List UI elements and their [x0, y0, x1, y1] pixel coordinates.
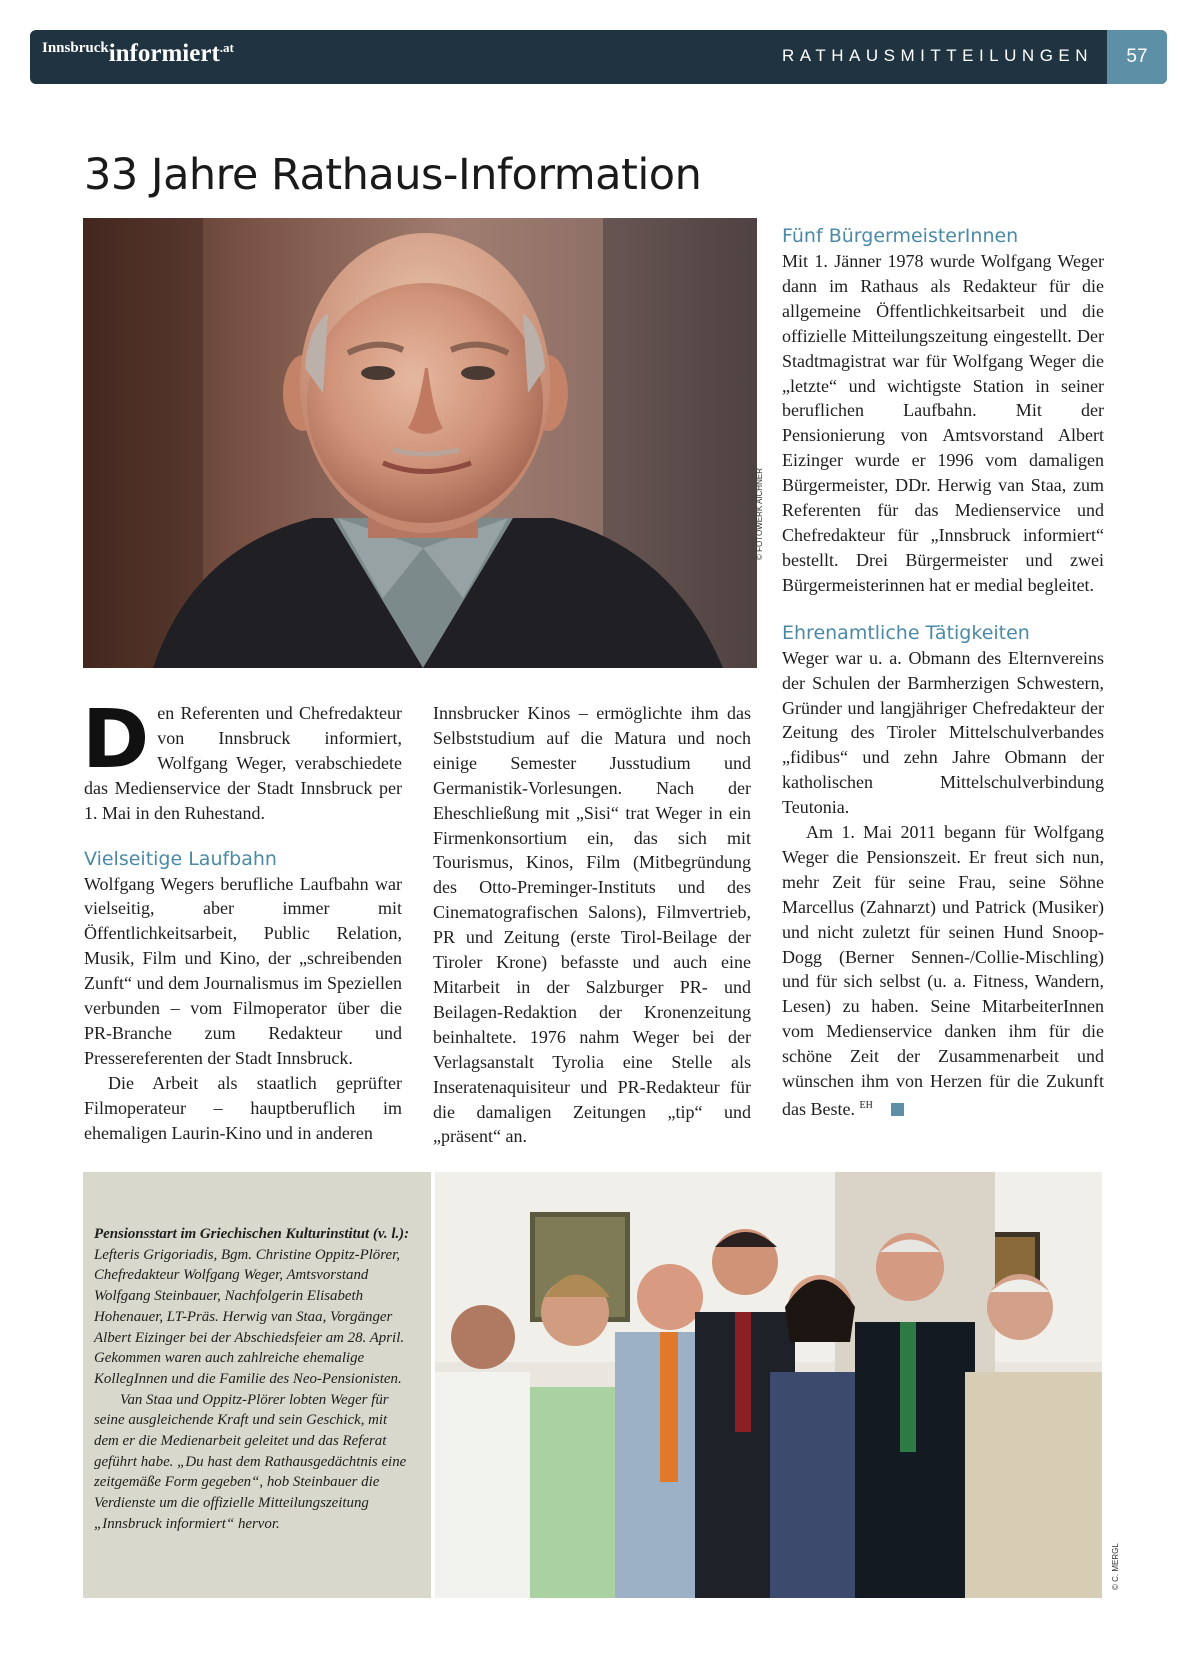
logo-suffix: .at [219, 40, 234, 55]
section-heading-career: Vielseitige Laufbahn [84, 847, 277, 870]
group-photo-credit: © C. MERGL [1111, 1543, 1120, 1590]
page-number: 57 [1107, 30, 1167, 84]
logo-main: informiert [108, 40, 220, 67]
group-photo-illustration [435, 1172, 1102, 1598]
section-heading-volunteer: Ehrenamtliche Tätigkeiten [782, 621, 1030, 644]
mayors-paragraph: Mit 1. Jänner 1978 wurde Wolfgang Weger dann im Rathaus als Redakteur für die allgemeine Öffentlichkeitsarbeit und die offizielle Mitteilungszeitung eingestellt. Der Stadtmagistrat war für Wolfgang Weger die „letzte“ und wichtigste Station in seiner beruflichen Laufbahn. Mit der Pensionierung von Amtsvorstand Albert Eizinger wurde er 1996 vom damaligen Bürgermeister, DDr. Herwig van Staa, zum Referenten für das Medienservice und Chefredakteur für „Innsbruck informiert“ bestellt. Drei Bürgermeister und zwei Bürgermeisterinnen hat er medial begleitet. [782, 251, 1104, 595]
page-header [30, 30, 1167, 84]
photo-caption-box [83, 1172, 431, 1598]
article-column-3 [782, 223, 1104, 1122]
section-heading-mayors: Fünf BürgermeisterInnen [782, 225, 1019, 247]
photo-caption [94, 1224, 410, 1535]
retirement-paragraph [782, 820, 1104, 1122]
article-column-1 [82, 693, 402, 1146]
caption-lead: Pensionsstart im Griechischen Kulturinstitut (v. l.): [94, 1226, 410, 1242]
caption-text-2: Van Staa und Oppitz-Plörer lobten Weger für seine ausgleichende Kraft und sein Geschick, mit dem er die Medienarbeit geleitet und das Referat geführt habe. „Du hast dem Rathausgedächtnis eine zeitgemäße Form gegeben“, hob Steinbauer die Verdienste um die offizielle Mitteilungszeitung „Innsbruck informiert“ hervor. [94, 1391, 407, 1532]
section-label: RATHAUSMITTEILUNGEN [782, 46, 1094, 65]
portrait-photo-credit: © FOTOWERK AICHNER [755, 468, 764, 560]
drop-cap: D [82, 693, 150, 787]
retirement-text: Am 1. Mai 2011 begann für Wolfgang Weger die Pensionszeit. Er freut sich nun, mehr Zeit für seine Frau, seine Söhne Marcellus (Zahnarzt) und Patrick (Musiker) und nicht zuletzt für seinen Hund Snoop-Dogg (Berner Sennen-/Collie-Mischling) und für sich selbst (u. a. Fitness, Wandern, Lesen) zu haben. Seine MitarbeiterInnen vom Medienservice danken ihm für die schöne Zeit der Zusammenarbeit und wünschen ihm von Herzen für die Zukunft das Beste. [782, 822, 1104, 1119]
volunteer-paragraph: Weger war u. a. Obmann des Elternvereins der Schulen der Barmherzigen Schwestern, Gründer und langjähriger Chefredakteur der Zeitung des Tiroler Mittelschulverbandes „fidibus“ und zehn Jahre Obmann der katholischen Mittelschulverbindung Teutonia. [782, 647, 1104, 818]
career-paragraph-2: Die Arbeit als staatlich geprüfter Filmoperateur – hauptberuflich im ehemaligen Laurin-Kino und in anderen [84, 1072, 402, 1143]
intro-paragraph [82, 693, 402, 826]
career-paragraph-2-continued: Innsbrucker Kinos – ermöglichte ihm das Selbststudium auf die Matura und noch einige Semester Jusstudium und Germanistik-Vorlesungen. Nach der Eheschließung mit „Sisi“ trat Weger in ein Firmenkonsortium ein, das sich mit Tourismus, Kinos, Film (Mitbegründung des Otto-Preminger-Instituts und des Cinematografischen Salons), Filmvertrieb, PR und Zeitung (erste Tirol-Beilage der Tiroler Krone) befasste und auch eine Mitarbeit in der Salzburger PR- und Beilagen-Redaktion der Kronenzeitung beinhaltete. 1976 nahm Weger bei der Verlagsanstalt Tyrolia eine Stelle als Inseratenaquisiteur und PR-Redakteur für die damaligen Zeitungen „tip“ und „präsent“ an. [433, 703, 751, 1147]
article-title: 33 Jahre Rathaus-Information [84, 150, 702, 200]
portrait-illustration [83, 218, 757, 668]
career-paragraph-1: Wolfgang Wegers berufliche Laufbahn war vielseitig, aber immer mit Öffentlichkeitsarbeit, Public Relation, Musik, Film und Kino, der „schreibenden Zunft“ und dem Journalismus im Speziellen verbunden – vom Filmoperator über die PR-Branche zum Redakteur und Pressereferenten der Stadt Innsbruck. [84, 873, 402, 1068]
end-of-article-mark [891, 1103, 904, 1116]
portrait-photo [83, 218, 757, 668]
logo-city: Innsbruck [42, 40, 109, 56]
author-initials: EH [859, 1100, 873, 1111]
publication-logo [42, 40, 234, 68]
group-photo [435, 1172, 1102, 1598]
article-column-2 [433, 701, 751, 1149]
caption-text-1: Lefteris Grigoriadis, Bgm. Christine Oppitz-Plörer, Chefredakteur Wolfgang Weger, Amtsvorstand Wolfgang Steinbauer, Nachfolgerin Elisabeth Hohenauer, LT-Präs. Herwig van Staa, Vorgänger Albert Eizinger bei der Abschiedsfeier am 28. April. Gekommen waren auch zahlreiche ehemalige KollegInnen und die Familie des Neo-Pensionisten. [94, 1246, 405, 1387]
intro-text: en Referenten und Chefredakteur von Innsbruck informiert, Wolfgang Weger, verabschiedete das Medienservice der Stadt Innsbruck per 1. Mai in den Ruhestand. [84, 703, 402, 823]
